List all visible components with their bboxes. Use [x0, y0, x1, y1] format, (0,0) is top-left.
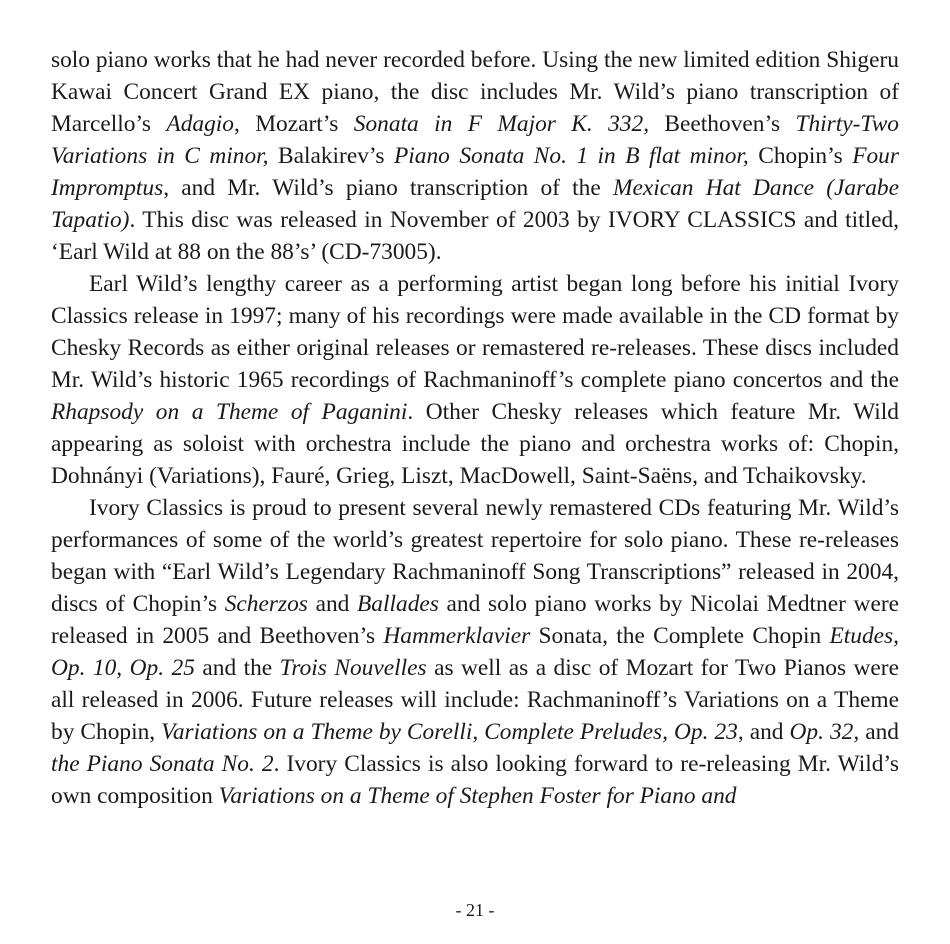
italic-title: Variations on a Theme by Corelli, Complete Preludes, Op. 23, — [161, 719, 744, 745]
page-number: - 21 - — [455, 900, 495, 920]
paragraph — [51, 268, 899, 492]
text-run: , and Mr. Wild’s piano transcription of the — [163, 175, 613, 201]
document-body — [51, 44, 899, 812]
text-run: and the — [194, 655, 280, 681]
italic-title: Four Impromptus — [51, 143, 899, 201]
text-run: , Mozart’s — [234, 111, 354, 137]
italic-title: Rhapsody on a Theme of Paganini — [51, 399, 408, 425]
italic-title: the Piano Sonata No. 2 — [51, 751, 274, 777]
text-run: Chopin’s — [748, 143, 853, 169]
text-run: Sonata, the Complete Chopin — [530, 623, 830, 649]
italic-title: Scherzos — [224, 591, 308, 617]
paragraph — [51, 44, 899, 268]
paragraph — [51, 492, 899, 812]
italic-title: Piano Sonata No. 1 in B flat minor, — [393, 143, 749, 169]
text-run: Earl Wild’s lengthy career as a performing artist began long before his initial Ivory Classics release in 1997; many of his recordings were made available in the CD format by Chesky Records as either original releases or remastered re-releases. These discs included Mr. Wild’s historic 1965 recordings of Rachmaninoff’s complete piano concertos and the — [51, 271, 899, 393]
text-run: . This disc was released in November of 2003 by IVORY CLASSICS and titled, ‘Earl Wild at 88 on the 88’s’ (CD-73005). — [51, 207, 899, 265]
italic-title: Thirty-Two Variations in C minor, — [51, 111, 899, 169]
text-run: Ivory Classics is proud to present several newly remastered CDs featuring Mr. Wild’s performances of some of the world’s greatest repertoire for solo piano. These re-releases began with “Earl Wild’s Legendary Rachmaninoff Song Transcriptions” released in 2004, discs of Chopin’s — [51, 495, 899, 617]
text-run: Balakirev’s — [268, 143, 394, 169]
text-run: and solo piano works by Nicolai Medtner were released in 2005 and Beethoven’s — [51, 591, 899, 649]
text-run: Beethoven’s — [649, 111, 796, 137]
text-run: and — [307, 591, 358, 617]
italic-title: Mexican Hat Dance (Jarabe Tapatio) — [51, 175, 899, 233]
italic-title: Trois Nouvelles — [279, 655, 427, 681]
italic-title: Hammerklavier — [383, 623, 531, 649]
text-run: and — [859, 719, 900, 745]
text-run: . Other Chesky releases which feature Mr. Wild appearing as soloist with orchestra include the piano and orchestra works of: Chopin, Dohnányi (Variations), Fauré, Grieg, Liszt, MacDowell, Saint-Saëns, and Tchaikovsky. — [51, 399, 899, 489]
italic-title: Op. 32, — [789, 719, 860, 745]
text-run: as well as a disc of Mozart for Two Pianos were all released in 2006. Future releases will include: Rachmaninoff’s Variations on a Theme by Chopin, — [51, 655, 899, 745]
italic-title: Variations on a Theme of Stephen Foster for Piano and — [218, 783, 737, 809]
text-run: solo piano works that he had never recorded before. Using the new limited edition Shigeru Kawai Concert Grand EX piano, the disc includes Mr. Wild’s piano transcription of Marcello’s — [51, 47, 899, 137]
italic-title: Etudes, Op. 10, Op. 25 — [51, 623, 900, 681]
italic-title: Ballades — [357, 591, 439, 617]
text-run: and — [743, 719, 790, 745]
text-run: . Ivory Classics is also looking forward to re-releasing Mr. Wild’s own composition — [51, 751, 899, 809]
italic-title: Sonata in F Major K. 332, — [353, 111, 650, 137]
italic-title: Adagio — [166, 111, 234, 137]
